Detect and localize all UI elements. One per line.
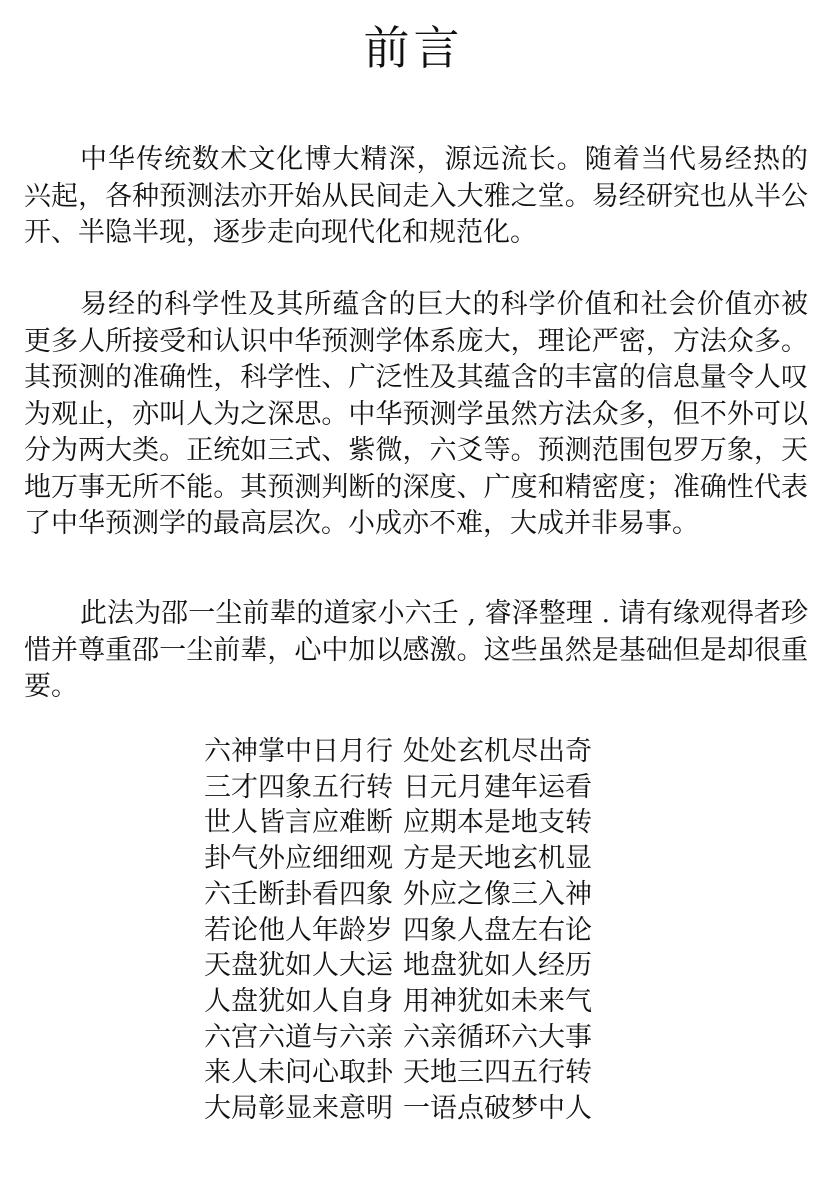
poem-line xyxy=(204,734,644,770)
poem-line-second-half: 天地三四五行转 xyxy=(403,1057,592,1089)
poem-line-first-half: 六神掌中日月行 xyxy=(204,736,393,767)
poem-line-first-half: 人盘犹如人自身 xyxy=(204,985,393,1017)
poem-line-second-half: 四象人盘左右论 xyxy=(403,914,592,946)
poem-line xyxy=(204,877,644,913)
poem-line xyxy=(204,1055,644,1091)
poem-line-second-half: 用神犹如未来气 xyxy=(403,985,592,1017)
preface-paragraph-3 xyxy=(24,596,808,706)
poem-line-first-half: 六壬断卦看四象 xyxy=(204,878,393,910)
poem-line-first-half: 世人皆言应难断 xyxy=(204,807,393,839)
poem-line-first-half: 若论他人年龄岁 xyxy=(204,914,393,946)
paragraph-text: 易经的科学性及其所蕴含的巨大的科学价值和社会价值亦被更多人所接受和认识中华预测学体系庞大，理论严密，方法众多。其预测的准确性，科学性、广泛性及其蕴含的丰富的信息量令人叹为观止，亦叫人为之深思。中华预测学虽然方法众多，但不外可以分为两大类。正统如三式、紫微，六爻等。预测范围包罗万象，天地万事无所不能。其预测判断的深度、广度和精密度；准确性代表了中华预测学的最高层次。小成亦不难，大成并非易事。 xyxy=(24,289,808,539)
poem-line-second-half: 地盘犹如人经历 xyxy=(403,950,592,982)
poem-line-first-half: 三才四象五行转 xyxy=(204,771,393,803)
poem-line-first-half: 天盘犹如人大运 xyxy=(204,950,393,982)
poem-line xyxy=(204,841,644,877)
poem-verse xyxy=(204,734,644,1127)
poem-line xyxy=(204,1020,644,1056)
poem-line-second-half: 方是天地玄机显 xyxy=(403,843,592,875)
poem-line xyxy=(204,1091,644,1127)
poem-line-second-half: 日元月建年运看 xyxy=(403,771,592,803)
poem-line-second-half: 一语点破梦中人 xyxy=(403,1093,592,1125)
poem-line-first-half: 六宫六道与六亲 xyxy=(204,1021,393,1053)
poem-line-first-half: 来人未问心取卦 xyxy=(204,1057,393,1089)
poem-line-first-half: 大局彰显来意明 xyxy=(204,1093,393,1125)
poem-line-first-half: 卦气外应细细观 xyxy=(204,843,393,875)
poem-line xyxy=(204,948,644,984)
paragraph-text: 中华传统数术文化博大精深，源远流长。随着当代易经热的兴起，各种预测法亦开始从民间走入大雅之堂。易经研究也从半公开、半隐半现，逐步走向现代化和规范化。 xyxy=(24,144,808,248)
preface-paragraph-1 xyxy=(24,142,808,252)
poem-line xyxy=(204,805,644,841)
paragraph-text: 此法为邵一尘前辈的道家小六壬 , 睿泽整理 . 请有缘观得者珍惜并尊重邵一尘前辈，心中加以感激。这些虽然是基础但是却很重要。 xyxy=(24,598,808,702)
poem-line xyxy=(204,770,644,806)
poem-line xyxy=(204,984,644,1020)
page-title: 前言 xyxy=(363,21,464,75)
poem-line-second-half: 应期本是地支转 xyxy=(403,807,592,839)
poem-line-second-half: 处处玄机尽出奇 xyxy=(403,736,592,767)
poem-line-second-half: 外应之像三入神 xyxy=(403,878,592,910)
poem-line-second-half: 六亲循环六大事 xyxy=(403,1021,592,1053)
poem-line xyxy=(204,913,644,949)
preface-paragraph-2 xyxy=(24,287,808,543)
